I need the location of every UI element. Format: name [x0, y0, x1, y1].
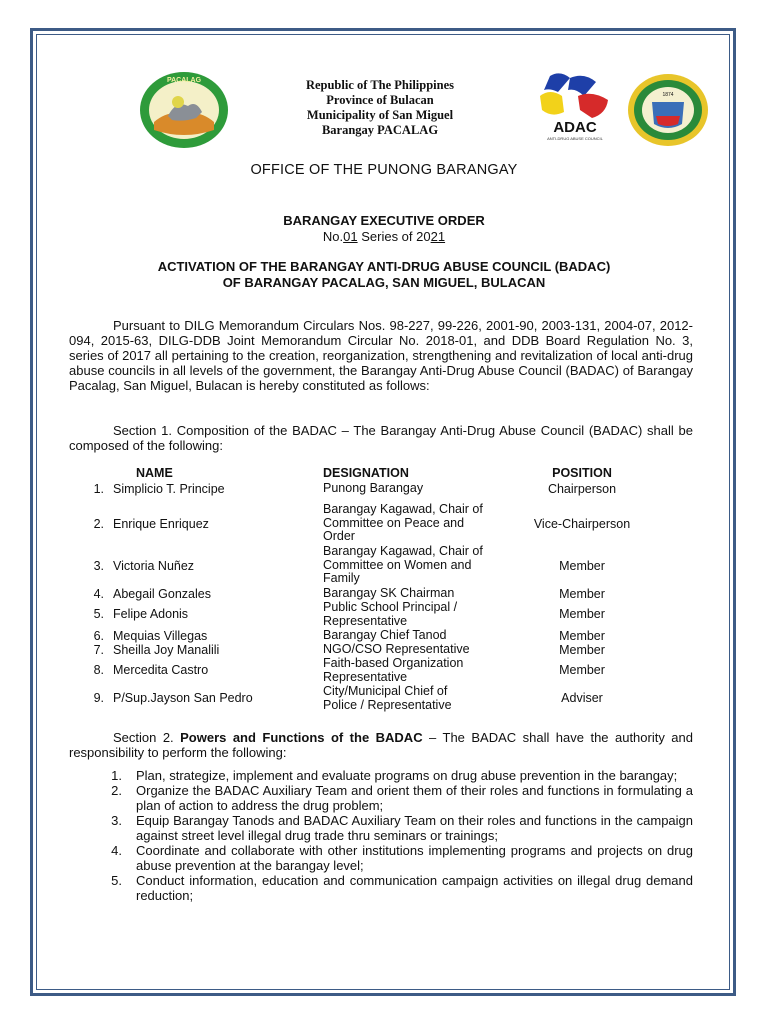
header-name: NAME — [136, 466, 173, 480]
row-number: 4. — [93, 587, 104, 601]
functions-list — [100, 768, 693, 903]
list-item-text: Conduct information, education and communication campaign activities on illegal drug demand reduction; — [136, 873, 693, 903]
row-name: Mercedita Castro — [113, 663, 209, 677]
list-item — [100, 843, 693, 873]
order-series-value: 21 — [430, 229, 446, 244]
row-position: Member — [559, 587, 605, 601]
table-header — [86, 466, 686, 482]
order-series-prefix: Series of 20 — [357, 229, 431, 244]
subject-line: OF BARANGAY PACALAG, SAN MIGUEL, BULACAN — [222, 275, 546, 290]
header-position: POSITION — [552, 466, 612, 480]
row-designation: NGO/CSO Representative — [323, 642, 470, 656]
row-name: Sheilla Joy Manalili — [113, 643, 220, 657]
row-number: 3. — [93, 559, 104, 573]
seal-year: 1874 — [662, 92, 674, 98]
row-number: 1. — [93, 482, 104, 496]
list-item — [100, 873, 693, 903]
table-row — [86, 629, 686, 643]
preamble-paragraph: Pursuant to DILG Memorandum Circulars Nos. 98-227, 99-226, 2001-90, 2003-131, 2004-07, 2012-094, 2015-63, DILG-DDB Joint Memorandum Circular No. 2018-01, and DDB Board Regulation No. 3, series of 2017 all pertaining to the creation, reorganization, strengthening and revitalization of local anti-drug abuse councils in all levels of the government, the Barangay Anti-Drug Abuse Council (BADAC) of Barangay Pacalag, San Miguel, Bulacan is hereby constituted as follows: — [69, 318, 693, 393]
row-position: Member — [559, 643, 605, 657]
letterhead-line: Municipality of San Miguel — [306, 108, 454, 122]
row-name: Enrique Enriquez — [113, 517, 209, 531]
table-row — [86, 601, 686, 629]
table-row — [86, 503, 686, 545]
section-1-paragraph: Section 1. Composition of the BADAC – The Barangay Anti-Drug Abuse Council (BADAC) shall be composed of the following: — [69, 423, 693, 453]
adac-logo — [530, 66, 620, 144]
subject-line: ACTIVATION OF THE BARANGAY ANTI-DRUG ABUSE COUNCIL (BADAC) — [157, 259, 611, 274]
table-row — [86, 657, 686, 685]
order-no-value: 01 — [343, 229, 358, 244]
section-2-text: – The BADAC shall have the authority and responsibility to perform the following: — [69, 730, 693, 760]
row-number: 8. — [93, 663, 104, 677]
executive-order-title: BARANGAY EXECUTIVE ORDER — [283, 213, 485, 228]
row-name: Simplicio T. Principe — [113, 482, 225, 496]
table-row — [86, 545, 686, 587]
row-designation: Barangay Kagawad, Chair of Committee on Peace and Order — [323, 502, 483, 543]
office-title: OFFICE OF THE PUNONG BARANGAY — [250, 162, 518, 178]
list-item-number: 5. — [111, 873, 122, 888]
row-name: Victoria Nuñez — [113, 559, 195, 573]
row-name: P/Sup.Jayson San Pedro — [113, 691, 253, 705]
row-designation: Punong Barangay — [323, 481, 424, 495]
adac-logo-subtext: ANTI-DRUG ABUSE COUNCIL — [547, 136, 603, 141]
list-item-text: Organize the BADAC Auxiliary Team and orient them of their roles and functions in formulating a plan of action to address the drug problem; — [136, 783, 693, 813]
row-designation: Barangay Chief Tanod — [323, 628, 447, 642]
row-number: 7. — [93, 643, 104, 657]
municipal-seal-logo — [626, 72, 710, 148]
row-position: Member — [559, 559, 605, 573]
row-position: Member — [559, 663, 605, 677]
list-item-number: 1. — [111, 768, 122, 783]
list-item — [100, 783, 693, 813]
row-designation: Barangay SK Chairman — [323, 586, 455, 600]
barangay-seal-logo — [138, 70, 230, 150]
table-row — [86, 587, 686, 601]
list-item-text: Coordinate and collaborate with other institutions implementing programs and projects on drug abuse prevention at the barangay level; — [136, 843, 693, 873]
row-designation: Faith-based Organization Representative — [323, 656, 464, 684]
list-item-number: 3. — [111, 813, 122, 828]
row-designation: City/Municipal Chief of Police / Representative — [323, 684, 452, 712]
letterhead-line: Province of Bulacan — [326, 93, 434, 107]
table-row — [86, 685, 686, 713]
row-name: Abegail Gonzales — [113, 587, 211, 601]
section-2-paragraph — [69, 730, 693, 760]
table-row — [86, 482, 686, 503]
order-subject — [0, 259, 768, 291]
row-position: Chairperson — [547, 482, 617, 496]
letterhead — [250, 78, 510, 138]
list-item-text: Plan, strategize, implement and evaluate programs on drug abuse prevention in the barangay; — [136, 768, 678, 783]
table-row — [86, 643, 686, 657]
section-2-heading: Powers and Functions of the BADAC — [180, 730, 423, 745]
row-number: 6. — [93, 629, 104, 643]
row-position: Member — [559, 629, 605, 643]
row-designation: Barangay Kagawad, Chair of Committee on Women and Family — [323, 544, 483, 585]
list-item-number: 2. — [111, 783, 122, 798]
row-designation: Public School Principal / Representative — [323, 600, 458, 628]
letterhead-line: Republic of The Philippines — [305, 78, 455, 92]
list-item-number: 4. — [111, 843, 122, 858]
list-item — [100, 768, 693, 783]
row-number: 9. — [93, 691, 104, 705]
composition-table — [86, 466, 686, 713]
row-position: Member — [559, 607, 605, 621]
executive-order-number — [0, 229, 768, 244]
row-name: Mequias Villegas — [113, 629, 208, 643]
row-position: Vice-Chairperson — [533, 517, 631, 531]
section-2-prefix: Section 2. — [113, 730, 181, 745]
list-item — [100, 813, 693, 843]
header-designation: DESIGNATION — [323, 466, 409, 480]
order-no-prefix: No. — [322, 229, 344, 244]
row-position: Adviser — [561, 691, 603, 705]
svg-text:PACALAG: PACALAG — [166, 77, 202, 84]
row-number: 5. — [93, 607, 104, 621]
row-number: 2. — [93, 517, 104, 531]
letterhead-line: Barangay PACALAG — [321, 123, 439, 137]
adac-logo-text: ADAC — [553, 119, 597, 136]
list-item-text: Equip Barangay Tanods and BADAC Auxiliary Team on their roles and functions in the campaign against street level illegal drug trade thru seminars or trainings; — [136, 813, 693, 843]
row-name: Felipe Adonis — [113, 607, 189, 621]
